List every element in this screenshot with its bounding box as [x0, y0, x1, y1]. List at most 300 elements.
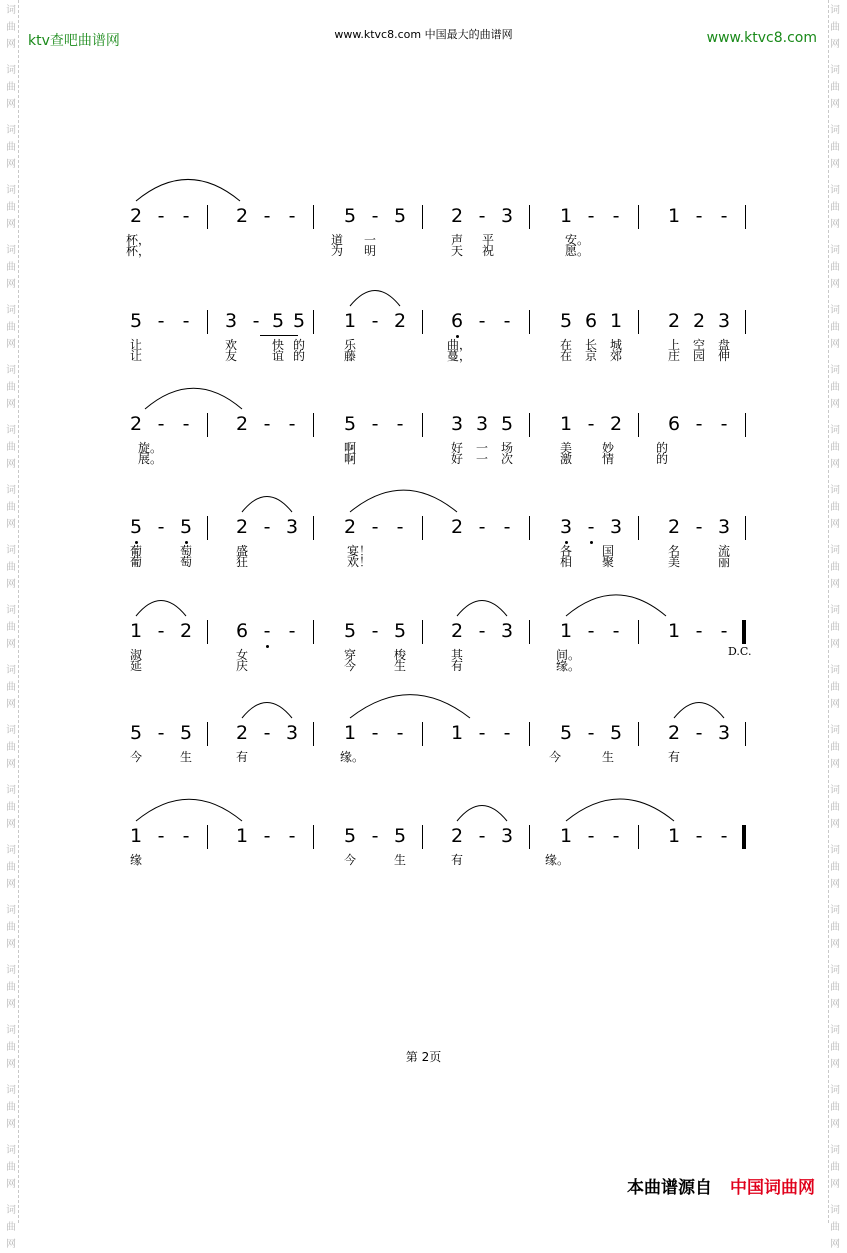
- watermark-glyph: 词: [830, 65, 840, 76]
- watermark-glyph: 词: [830, 1085, 840, 1096]
- lyric-syllable: 今: [548, 750, 561, 764]
- watermark-glyph: 词: [830, 605, 840, 616]
- note-extension: -: [371, 825, 379, 847]
- lyric-syllable: 上: [667, 338, 680, 352]
- lyric-syllable: 流: [717, 544, 730, 558]
- barline: [529, 825, 530, 849]
- lyric-syllable: 让: [129, 338, 142, 352]
- lyric-syllable: 平: [481, 233, 494, 247]
- lyric-syllable: 在: [559, 349, 572, 363]
- barline: [745, 516, 746, 540]
- note: 2: [450, 205, 464, 227]
- watermark-glyph: 曲: [830, 1102, 840, 1113]
- watermark-glyph: 网: [830, 1119, 840, 1130]
- note: 5: [292, 310, 306, 332]
- note: 1: [559, 620, 573, 642]
- watermark-glyph: 词: [830, 965, 840, 976]
- watermark-glyph: 曲: [6, 802, 16, 813]
- note: 6: [667, 413, 681, 435]
- note-extension: -: [587, 722, 595, 744]
- watermark-glyph: 曲: [830, 562, 840, 573]
- lyric-syllable: 缘。: [545, 853, 570, 867]
- note-extension: -: [263, 205, 271, 227]
- lyric-syllable: 空: [692, 338, 705, 352]
- tie-arc: [350, 695, 470, 718]
- note: 5: [343, 620, 357, 642]
- note: 2: [450, 620, 464, 642]
- note: 2: [129, 205, 143, 227]
- lyric-syllable: 今: [343, 659, 356, 673]
- note: 1: [129, 620, 143, 642]
- note-extension: -: [157, 825, 165, 847]
- watermark-glyph: 曲: [830, 1162, 840, 1173]
- note: 2: [235, 413, 249, 435]
- header-site-name[interactable]: ktv查吧曲谱网: [28, 33, 120, 49]
- lyric-syllable: 次: [500, 452, 513, 466]
- note-extension: -: [371, 620, 379, 642]
- lyric-syllable: 欢！: [347, 555, 372, 569]
- watermark-glyph: 词: [830, 305, 840, 316]
- note: 1: [235, 825, 249, 847]
- watermark-glyph: 词: [830, 185, 840, 196]
- watermark-glyph: 曲: [830, 622, 840, 633]
- note-extension: -: [288, 205, 296, 227]
- watermark-glyph: 网: [6, 519, 16, 530]
- note: 6: [235, 620, 249, 642]
- note: 2: [393, 310, 407, 332]
- da-capo-mark: D.C.: [728, 645, 752, 658]
- tie-arc: [457, 600, 507, 616]
- lyric-syllable: 的: [655, 441, 668, 455]
- watermark-glyph: 网: [830, 159, 840, 170]
- watermark-glyph: 网: [6, 579, 16, 590]
- lyric-syllable: 道: [330, 233, 343, 247]
- lyric-syllable: 葡: [129, 544, 142, 558]
- note-extension: -: [478, 722, 486, 744]
- lyric-syllable: 啊: [343, 441, 356, 455]
- note-extension: -: [587, 205, 595, 227]
- tie-arc: [566, 595, 666, 616]
- watermark-glyph: 曲: [6, 22, 16, 33]
- lyric-syllable: 今: [129, 750, 142, 764]
- header-url[interactable]: www.ktvc8.com: [706, 30, 817, 46]
- barline: [638, 825, 639, 849]
- watermark-glyph: 网: [830, 1179, 840, 1190]
- note-extension: -: [263, 413, 271, 435]
- watermark-glyph: 网: [6, 879, 16, 890]
- note-extension: -: [157, 205, 165, 227]
- watermark-glyph: 词: [6, 965, 16, 976]
- watermark-glyph: 词: [830, 905, 840, 916]
- watermark-glyph: 词: [6, 905, 16, 916]
- watermark-glyph: 曲: [6, 322, 16, 333]
- lyric-syllable: 伸: [717, 349, 730, 363]
- lyric-syllable: 聚: [601, 555, 614, 569]
- watermark-glyph: 词: [830, 365, 840, 376]
- note: 2: [235, 722, 249, 744]
- watermark-glyph: 词: [6, 845, 16, 856]
- watermark-glyph: 网: [830, 339, 840, 350]
- lyric-syllable: 淑: [129, 648, 142, 662]
- watermark-glyph: 网: [6, 819, 16, 830]
- watermark-glyph: 网: [6, 1119, 16, 1130]
- note-extension: -: [157, 722, 165, 744]
- note: 6: [447, 310, 467, 332]
- watermark-glyph: 网: [830, 579, 840, 590]
- barline: [638, 722, 639, 746]
- note-extension: -: [478, 205, 486, 227]
- note-extension: -: [396, 722, 404, 744]
- lyric-syllable: 为: [330, 244, 343, 258]
- note-extension: -: [587, 620, 595, 642]
- watermark-glyph: 曲: [6, 142, 16, 153]
- note: 5: [176, 516, 196, 538]
- watermark-glyph: 网: [830, 999, 840, 1010]
- watermark-glyph: 曲: [830, 82, 840, 93]
- lyric-syllable: 穿: [343, 648, 356, 662]
- watermark-glyph: 网: [830, 99, 840, 110]
- note: 1: [450, 722, 464, 744]
- watermark-glyph: 曲: [830, 1042, 840, 1053]
- watermark-glyph: 网: [830, 759, 840, 770]
- watermark-glyph: 曲: [6, 682, 16, 693]
- watermark-glyph: 网: [6, 99, 16, 110]
- note-extension: -: [695, 516, 703, 538]
- barline: [422, 722, 423, 746]
- watermark-glyph: 曲: [830, 802, 840, 813]
- lyric-syllable: 藤: [343, 349, 356, 363]
- lyric-syllable: 其: [450, 648, 463, 662]
- watermark-glyph: 曲: [830, 862, 840, 873]
- watermark-glyph: 曲: [6, 982, 16, 993]
- beam-underline: [260, 335, 298, 336]
- note: 5: [129, 310, 143, 332]
- lyric-syllable: 各: [559, 544, 572, 558]
- lyric-syllable: 美: [667, 555, 680, 569]
- note-extension: -: [288, 620, 296, 642]
- lyric-syllable: 蔓，: [447, 349, 472, 363]
- lyric-syllable: 生: [601, 750, 614, 764]
- note: 5: [500, 413, 514, 435]
- lyric-syllable: 激: [559, 452, 572, 466]
- watermark-glyph: 网: [830, 1239, 840, 1250]
- note-extension: -: [371, 722, 379, 744]
- note: 3: [556, 516, 576, 538]
- barline: [422, 516, 423, 540]
- note: 2: [667, 722, 681, 744]
- note: 1: [559, 825, 573, 847]
- watermark-glyph: 网: [6, 639, 16, 650]
- note-extension: -: [252, 310, 260, 332]
- barline: [422, 310, 423, 334]
- note-extension: -: [157, 516, 165, 538]
- lyric-syllable: 杯，: [126, 244, 151, 258]
- watermark-glyph: 网: [830, 279, 840, 290]
- note-extension: -: [612, 825, 620, 847]
- barline: [422, 413, 423, 437]
- watermark-glyph: 曲: [6, 502, 16, 513]
- watermark-glyph: 词: [830, 425, 840, 436]
- watermark-glyph: 网: [830, 939, 840, 950]
- lyric-syllable: 曲，: [447, 338, 472, 352]
- note: 3: [475, 413, 489, 435]
- lyric-syllable: 宴！: [347, 544, 372, 558]
- lyric-syllable: 丽: [717, 555, 730, 569]
- watermark-glyph: 网: [6, 1239, 16, 1250]
- lyric-syllable: 天: [450, 244, 463, 258]
- note: 2: [609, 413, 623, 435]
- note-extension: -: [695, 620, 703, 642]
- watermark-glyph: 网: [830, 459, 840, 470]
- note: 5: [609, 722, 623, 744]
- watermark-glyph: 词: [830, 245, 840, 256]
- lyric-syllable: 庆: [235, 659, 248, 673]
- watermark-glyph: 曲: [6, 1042, 16, 1053]
- note: 3: [500, 825, 514, 847]
- note: 5: [343, 825, 357, 847]
- watermark-glyph: 曲: [6, 622, 16, 633]
- lyric-syllable: 缘。: [340, 750, 365, 764]
- watermark-glyph: 网: [830, 699, 840, 710]
- barline: [313, 722, 314, 746]
- watermark-glyph: 词: [830, 1025, 840, 1036]
- watermark-glyph: 词: [6, 425, 16, 436]
- lyric-syllable: 女: [235, 648, 248, 662]
- watermark-glyph: 词: [830, 5, 840, 16]
- footer-source: [627, 1173, 815, 1198]
- barline: [207, 413, 208, 437]
- lyric-syllable: 祝: [481, 244, 494, 258]
- note-extension: -: [371, 310, 379, 332]
- note-extension: -: [257, 620, 277, 642]
- note: 1: [129, 825, 143, 847]
- lyric-syllable: 生: [179, 750, 192, 764]
- watermark-glyph: 词: [6, 1025, 16, 1036]
- lyric-syllable: 有: [450, 659, 463, 673]
- note-extension: -: [157, 413, 165, 435]
- tie-arc: [242, 496, 292, 512]
- note-extension: -: [612, 205, 620, 227]
- watermark-glyph: 曲: [6, 82, 16, 93]
- footer-prefix: 本曲谱源自: [627, 1178, 712, 1198]
- watermark-glyph: 曲: [830, 322, 840, 333]
- note: 5: [343, 205, 357, 227]
- header-slogan: www.ktvc8.com 中国最大的曲谱网: [334, 28, 513, 41]
- barline: [745, 205, 746, 229]
- note-extension: -: [396, 413, 404, 435]
- lyric-syllable: 旋。: [138, 441, 163, 455]
- note-extension: -: [720, 205, 728, 227]
- note: 2: [235, 205, 249, 227]
- watermark-glyph: 网: [6, 219, 16, 230]
- lyric-syllable: 啊: [343, 452, 356, 466]
- note-extension: -: [182, 413, 190, 435]
- note-extension: -: [695, 413, 703, 435]
- lyric-syllable: 快: [271, 338, 284, 352]
- lyric-syllable: 生: [393, 659, 406, 673]
- note: 2: [235, 516, 249, 538]
- watermark-glyph: 曲: [6, 262, 16, 273]
- watermark-glyph: 曲: [6, 1222, 16, 1233]
- barline: [422, 825, 423, 849]
- note: 3: [500, 205, 514, 227]
- watermark-glyph: 网: [830, 519, 840, 530]
- watermark-glyph: 曲: [6, 382, 16, 393]
- lyric-syllable: 欢: [224, 338, 237, 352]
- note: 1: [667, 205, 681, 227]
- barline: [745, 413, 746, 437]
- watermark-glyph: 曲: [6, 562, 16, 573]
- lyric-syllable: 一: [363, 233, 376, 247]
- barline: [638, 310, 639, 334]
- note: 2: [667, 310, 681, 332]
- tie-arc: [350, 490, 457, 512]
- watermark-glyph: 曲: [830, 682, 840, 693]
- note-extension: -: [587, 825, 595, 847]
- tie-arc: [566, 799, 674, 821]
- lyric-syllable: 郊: [609, 349, 622, 363]
- note-extension: -: [478, 825, 486, 847]
- watermark-glyph: 词: [830, 845, 840, 856]
- watermark-glyph: 曲: [830, 502, 840, 513]
- lyric-syllable: 有: [667, 750, 680, 764]
- lyric-syllable: 有: [450, 853, 463, 867]
- page-number: 第 2页: [405, 1050, 442, 1064]
- note: 2: [179, 620, 193, 642]
- barline: [313, 516, 314, 540]
- note: 3: [450, 413, 464, 435]
- lyric-syllable: 声: [450, 233, 463, 247]
- note: 2: [667, 516, 681, 538]
- lyric-syllable: 好: [450, 452, 463, 466]
- note: 2: [129, 413, 143, 435]
- tie-arc: [145, 388, 242, 409]
- watermark-glyph: 网: [830, 399, 840, 410]
- note: 5: [343, 413, 357, 435]
- watermark-glyph: 曲: [6, 202, 16, 213]
- note-extension: -: [720, 413, 728, 435]
- lyric-syllable: 梭: [393, 648, 406, 662]
- barline: [638, 516, 639, 540]
- note: 3: [609, 516, 623, 538]
- lyric-syllable: 谊: [271, 349, 284, 363]
- barline: [207, 310, 208, 334]
- lyric-syllable: 安。: [565, 233, 590, 247]
- note-extension: -: [263, 825, 271, 847]
- watermark-glyph: 曲: [6, 922, 16, 933]
- note: 5: [393, 620, 407, 642]
- watermark-glyph: 网: [830, 39, 840, 50]
- watermark-glyph: 曲: [830, 22, 840, 33]
- tie-arc: [457, 805, 507, 821]
- note: 5: [559, 722, 573, 744]
- watermark-glyph: 曲: [830, 442, 840, 453]
- note-extension: -: [371, 516, 379, 538]
- lyric-syllable: 生: [393, 853, 406, 867]
- note: 1: [343, 310, 357, 332]
- watermark-glyph: 网: [6, 699, 16, 710]
- barline: [638, 620, 639, 644]
- lyric-syllable: 杯，: [126, 233, 151, 247]
- footer-site-link[interactable]: 中国词曲网: [730, 1178, 815, 1198]
- note: 3: [717, 310, 731, 332]
- watermark-glyph: 词: [830, 725, 840, 736]
- barline: [207, 516, 208, 540]
- lyric-syllable: 一: [475, 441, 488, 455]
- lyric-syllable: 相: [559, 555, 572, 569]
- note-extension: -: [288, 413, 296, 435]
- lyric-syllable: 葡: [129, 555, 142, 569]
- lyric-syllable: 京: [584, 349, 597, 363]
- note-extension: -: [695, 722, 703, 744]
- barline: [207, 722, 208, 746]
- watermark-glyph: 网: [6, 1059, 16, 1070]
- lyric-syllable: 名: [667, 544, 680, 558]
- tie-arc: [136, 799, 242, 821]
- note-extension: -: [587, 413, 595, 435]
- note-extension: -: [720, 620, 728, 642]
- note-extension: -: [478, 620, 486, 642]
- note-extension: -: [503, 310, 511, 332]
- watermark-glyph: 曲: [6, 1162, 16, 1173]
- note: 5: [129, 722, 143, 744]
- lyric-syllable: 一: [475, 452, 488, 466]
- end-barline: [742, 620, 746, 644]
- note-extension: -: [371, 205, 379, 227]
- note: 1: [609, 310, 623, 332]
- barline: [422, 205, 423, 229]
- watermark-glyph: 词: [6, 1085, 16, 1096]
- watermark-glyph: 词: [830, 1205, 840, 1216]
- barline: [529, 722, 530, 746]
- lyric-syllable: 延: [129, 659, 142, 673]
- note-extension: -: [695, 205, 703, 227]
- watermark-glyph: 曲: [830, 742, 840, 753]
- lyric-syllable: 盛: [235, 544, 248, 558]
- watermark-glyph: 词: [6, 1145, 16, 1156]
- barline: [529, 620, 530, 644]
- barline: [422, 620, 423, 644]
- watermark-glyph: 网: [6, 939, 16, 950]
- note: 2: [450, 516, 464, 538]
- lyric-syllable: 萄: [179, 544, 192, 558]
- watermark-glyph: 网: [830, 879, 840, 890]
- watermark-glyph: 词: [830, 665, 840, 676]
- lyric-syllable: 缘: [129, 853, 142, 867]
- note-extension: -: [581, 516, 601, 538]
- barline: [745, 722, 746, 746]
- tie-arc: [136, 600, 186, 616]
- note-extension: -: [503, 722, 511, 744]
- watermark-glyph: 词: [6, 485, 16, 496]
- barline: [638, 205, 639, 229]
- barline: [529, 413, 530, 437]
- note-extension: -: [720, 825, 728, 847]
- watermark-glyph: 网: [6, 279, 16, 290]
- watermark-glyph: 词: [6, 725, 16, 736]
- note: 1: [559, 413, 573, 435]
- lyric-syllable: 今: [343, 853, 356, 867]
- lyric-syllable: 庄: [667, 349, 680, 363]
- watermark-glyph: 网: [6, 1179, 16, 1190]
- lyric-syllable: 场: [500, 441, 513, 455]
- watermark-glyph: 网: [830, 219, 840, 230]
- lyric-syllable: 城: [609, 338, 622, 352]
- barline: [529, 516, 530, 540]
- barline: [207, 825, 208, 849]
- note: 5: [179, 722, 193, 744]
- note: 3: [285, 722, 299, 744]
